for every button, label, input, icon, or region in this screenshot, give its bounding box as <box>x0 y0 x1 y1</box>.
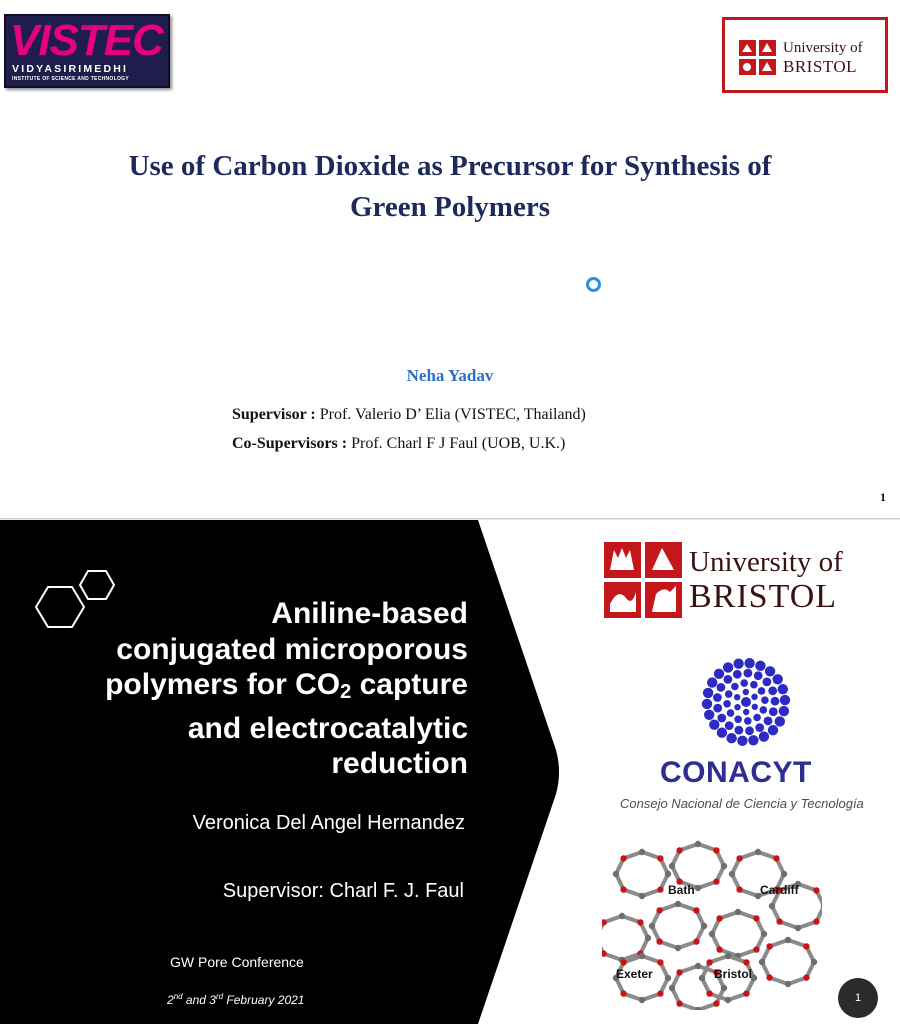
date-day2-suffix: rd <box>215 992 224 1001</box>
slide-2-author: Veronica Del Angel Hernandez <box>192 812 465 834</box>
bristol-logo-line2: BRISTOL <box>783 57 858 76</box>
conacyt-emblem-icon <box>696 652 796 752</box>
slide-2-title-line4: and electrocatalytic <box>187 711 468 745</box>
network-lattice-image <box>602 838 822 1010</box>
vistec-logo-name: VIDYASIRIMEDHI <box>12 63 129 75</box>
vistec-logo-subtitle: INSTITUTE OF SCIENCE AND TECHNOLOGY <box>12 76 129 82</box>
slide-1-title <box>40 146 860 228</box>
slide-2-title-line2: conjugated microporous <box>116 632 468 666</box>
date-mid: and 3 <box>182 993 216 1007</box>
slide-2-title <box>30 596 468 782</box>
bristol-crest-icon <box>739 40 777 76</box>
conference-name: GW Pore Conference <box>170 954 304 970</box>
slide-2-page-number: 1 <box>838 978 878 1018</box>
conference-date <box>167 992 304 1007</box>
cosupervisor-label: Co-Supervisors : <box>232 435 348 452</box>
bristol-logo-large <box>604 542 843 623</box>
cosupervisor-value: Prof. Charl F J Faul (UOB, U.K.) <box>347 435 566 452</box>
slide-1-title-line1: Use of Carbon Dioxide as Precursor for Synthesis of <box>128 150 772 182</box>
cosupervisor-line <box>232 435 565 453</box>
network-label-cardiff: Cardiff <box>760 883 799 897</box>
slide-2-title-line5: reduction <box>331 747 468 780</box>
vistec-logo <box>4 14 170 88</box>
network-label-bristol: Bristol <box>714 967 753 981</box>
loading-dot-icon <box>586 277 601 292</box>
network-label-bath: Bath <box>668 883 695 897</box>
slide-1-title-line2: Green Polymers <box>350 191 550 223</box>
slide-2 <box>0 520 900 1024</box>
date-end: February 2021 <box>223 993 305 1007</box>
date-day1: 2 <box>167 993 174 1007</box>
network-label-exeter: Exeter <box>616 967 653 981</box>
supervisor-value: Prof. Valerio D’ Elia (VISTEC, Thailand) <box>315 406 586 423</box>
title-line3-sub: 2 <box>340 681 352 703</box>
supervisor-label: Supervisor : <box>232 406 316 423</box>
slide-2-supervisor: Supervisor: Charl F. J. Faul <box>222 880 464 902</box>
slide-1-page-number: 1 <box>880 490 886 504</box>
vistec-logo-word: VISTEC <box>10 16 163 65</box>
title-line3-post: capture <box>351 668 468 701</box>
bristol-logo-large-line2: BRISTOL <box>689 578 838 615</box>
bristol-logo-large-line1: University of <box>689 546 843 578</box>
date-day1-suffix: nd <box>173 992 183 1001</box>
bristol-logo-small <box>722 17 888 93</box>
conacyt-subtitle: Consejo Nacional de Ciencia y Tecnología <box>620 796 864 811</box>
presenter-name: Neha Yadav <box>406 366 494 385</box>
bristol-logo-line1: University of <box>783 40 863 56</box>
bristol-crest-icon <box>604 542 682 618</box>
conacyt-name: CONACYT <box>660 756 812 789</box>
slide-2-title-line3 <box>30 667 468 711</box>
slide-2-title-line1: Aniline-based <box>271 597 468 630</box>
supervisor-line <box>232 406 586 424</box>
title-line3-pre: polymers for CO <box>105 668 341 701</box>
